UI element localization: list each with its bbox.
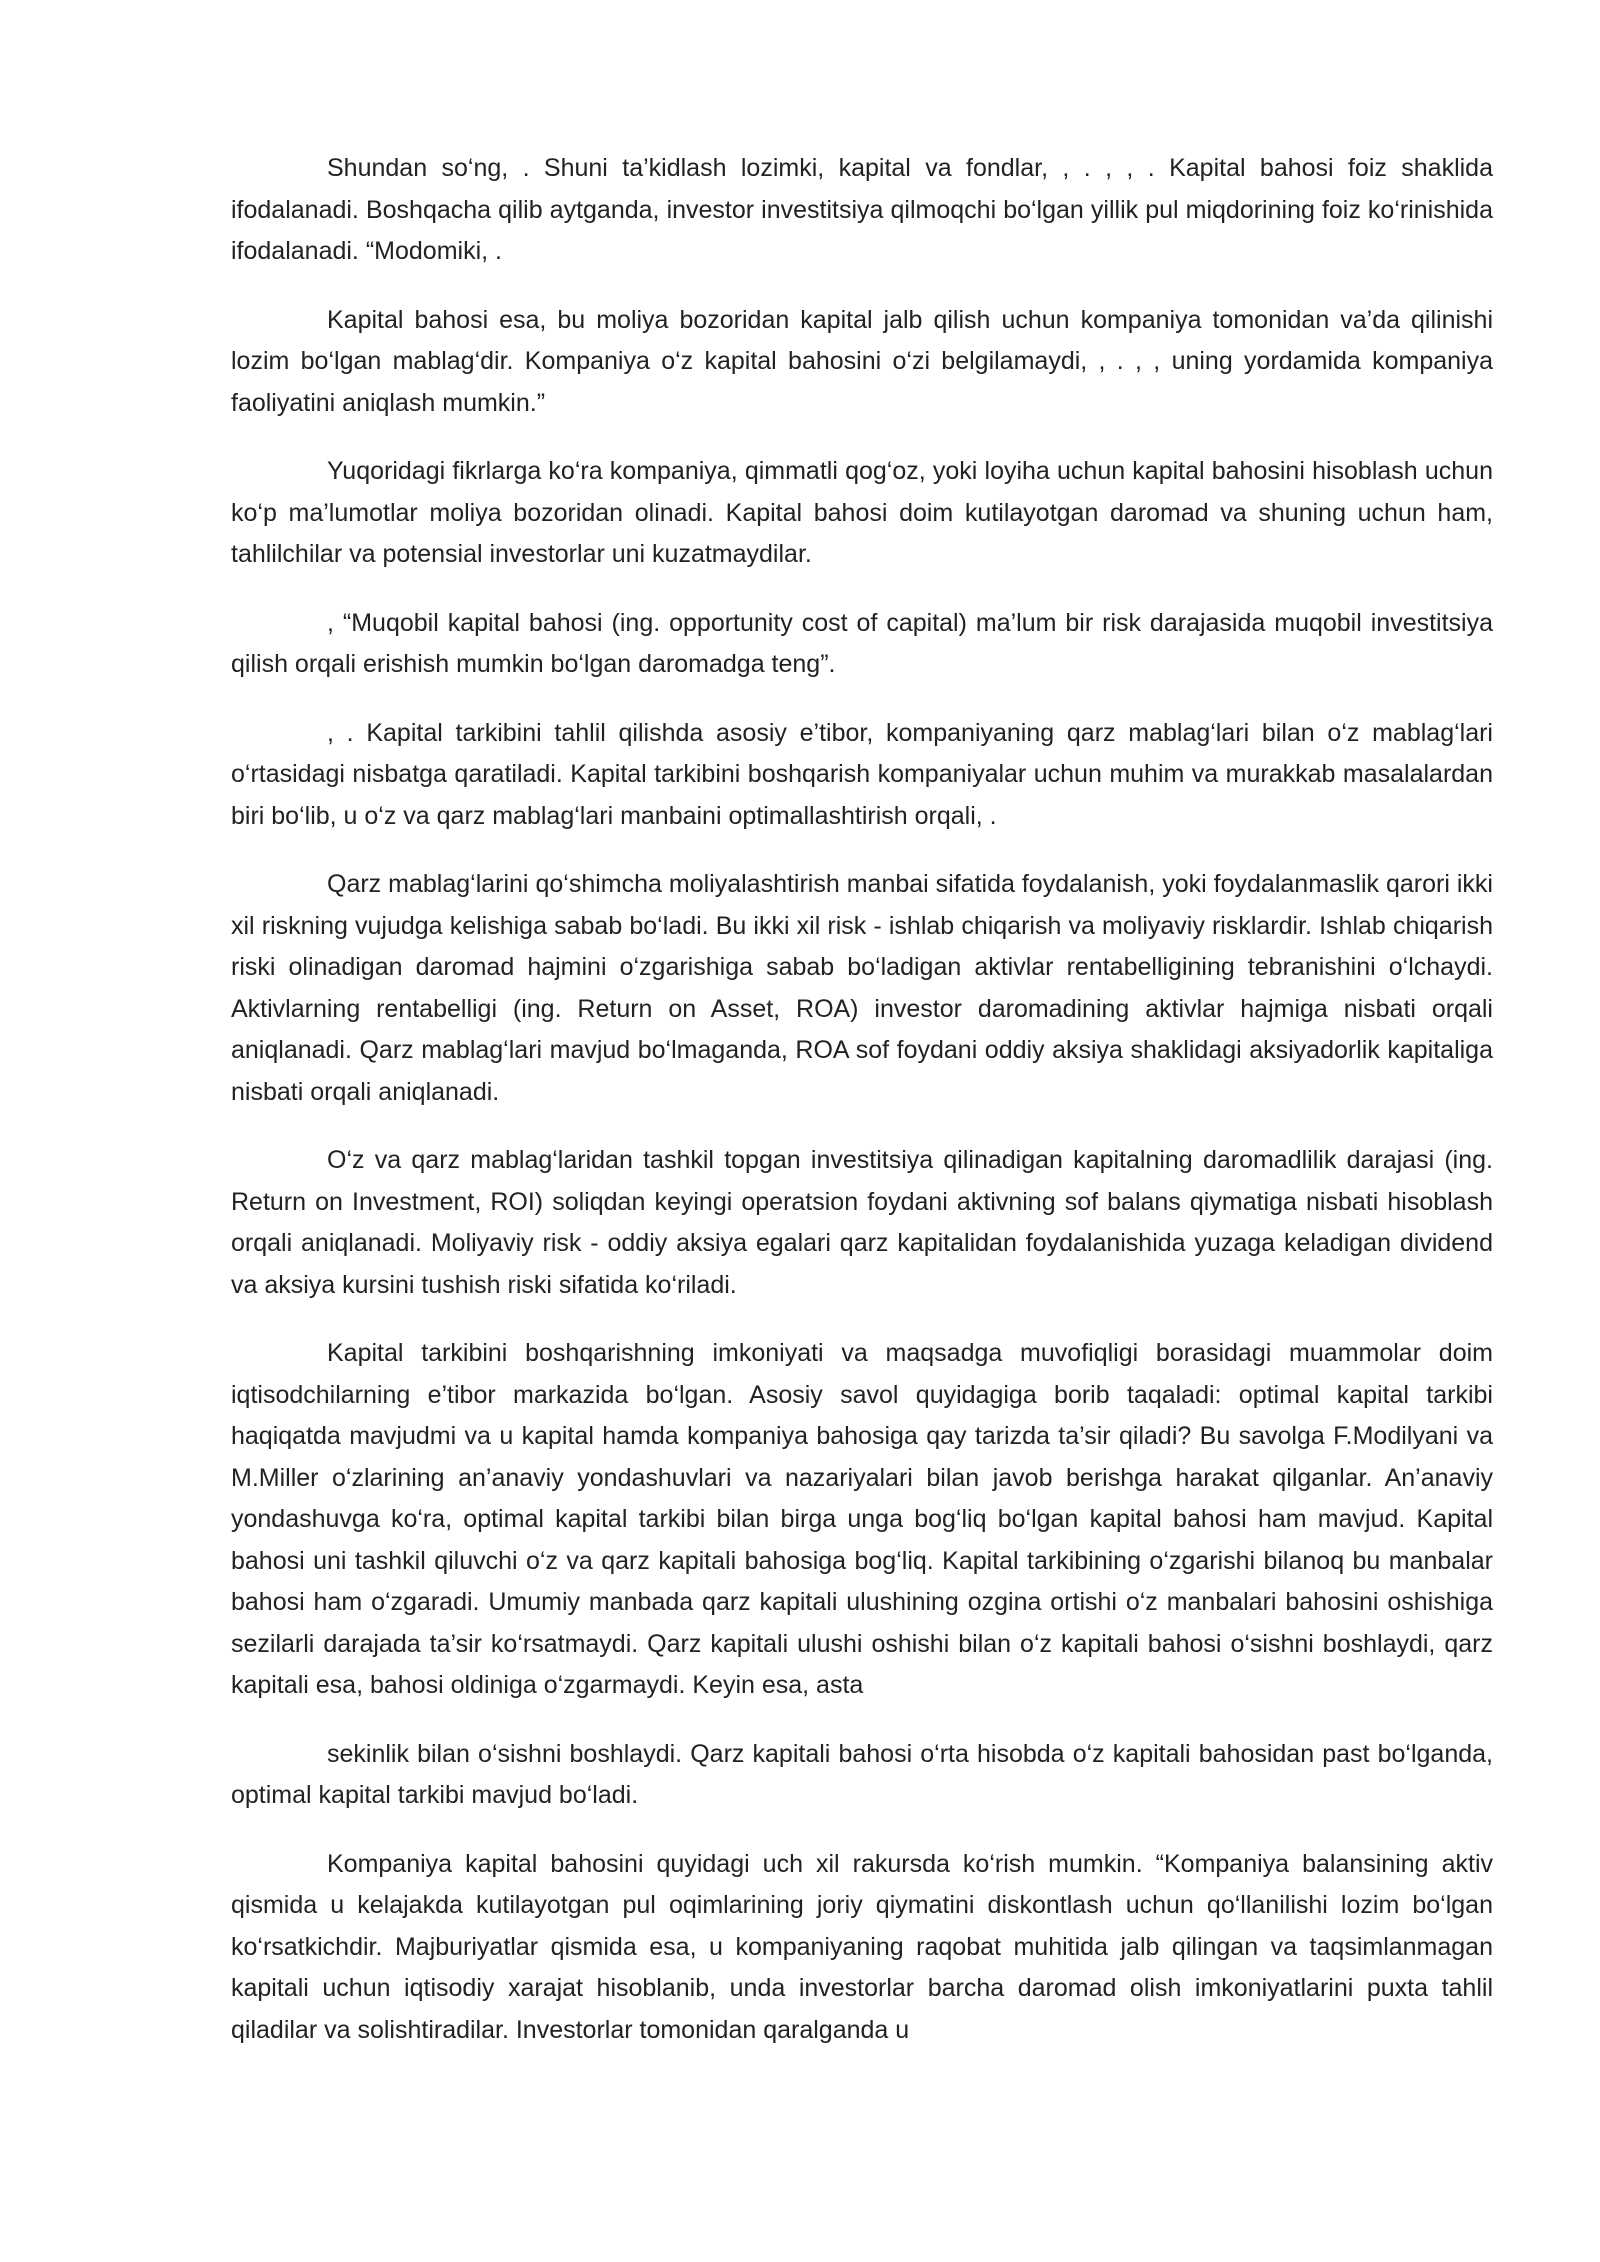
paragraph-1: Shundan so‘ng, . Shuni ta’kidlash lozimki, kapital va fondlar, , . , , . Kapital bahosi foiz shaklida ifodalanadi. Boshqacha qilib aytganda, investor investitsiya qilmoqchi bo‘lgan yillik pul miqdorining foiz ko‘rinishida ifodalanadi. “Modomiki, . (231, 154, 1493, 265)
paragraph-7: O‘z va qarz mablag‘laridan tashkil topgan investitsiya qilinadigan kapitalning daromadlilik darajasi (ing. Return on Investment, ROI) soliqdan keyingi operatsion foydani aktivning sof balans qiymatiga nisbati hisoblash orqali aniqlanadi. Moliyaviy risk - oddiy aksiya egalari qarz kapitalidan foydalanishida yuzaga keladigan dividend va aksiya kursini tushish riski sifatida ko‘riladi. (231, 1146, 1493, 1299)
paragraph-3: Yuqoridagi fikrlarga ko‘ra kompaniya, qimmatli qog‘oz, yoki loyiha uchun kapital bahosini hisoblash uchun ko‘p ma’lumotlar moliya bozoridan olinadi. Kapital bahosi doim kutilayotgan daromad va shuning uchun ham, tahlilchilar va potensial investorlar uni kuzatmaydilar. (231, 457, 1493, 568)
paragraph-4: , “Muqobil kapital bahosi (ing. opportunity cost of capital) ma’lum bir risk darajasida muqobil investitsiya qilish orqali erishish mumkin bo‘lgan daromadga teng”. (231, 608, 1493, 678)
paragraph-8: Kapital tarkibini boshqarishning imkoniyati va maqsadga muvofiqligi borasidagi muammolar doim iqtisodchilarning e’tibor markazida bo‘lgan. Asosiy savol quyidagiga borib taqaladi: optimal kapital tarkibi haqiqatda mavjudmi va u kapital hamda kompaniya bahosiga qay tarizda ta’sir qiladi? Bu savolga F.Modilyani va M.Miller o‘zlarining an’anaviy yondashuvlari va nazariyalari bilan javob berishga harakat qilganlar. An’anaviy yondashuvga ko‘ra, optimal kapital tarkibi bilan birga unga bog‘liq bo‘lgan kapital bahosi ham mavjud. Kapital bahosi uni tashkil qiluvchi o‘z va qarz kapitali bahosiga bog‘liq. Kapital tarkibining o‘zgarishi bilanoq bu manbalar bahosi ham o‘zgaradi. Umumiy manbada qarz kapitali ulushining ozgina ortishi o‘z manbalari bahosini oshishiga sezilarli darajada ta’sir ko‘rsatmaydi. Qarz kapitali ulushi oshishi bilan o‘z kapitali bahosi o‘sishni boshlaydi, qarz kapitali esa, bahosi oldiniga o‘zgarmaydi. Keyin esa, asta (231, 1339, 1493, 1699)
paragraph-5: , . Kapital tarkibini tahlil qilishda asosiy e’tibor, kompaniyaning qarz mablag‘lari bilan o‘z mablag‘lari o‘rtasidagi nisbatga qaratiladi. Kapital tarkibini boshqarish kompaniyalar uchun muhim va murakkab masalalardan biri bo‘lib, u o‘z va qarz mablag‘lari manbaini optimallashtirish orqali, . (231, 718, 1493, 830)
paragraph-9: sekinlik bilan o‘sishni boshlaydi. Qarz kapitali bahosi o‘rta hisobda o‘z kapitali bahosidan past bo‘lganda, optimal kapital tarkibi mavjud bo‘ladi. (231, 1739, 1493, 1809)
paragraph-10: Kompaniya kapital bahosini quyidagi uch xil rakursda ko‘rish mumkin. “Kompaniya balansining aktiv qismida u kelajakda kutilayotgan pul oqimlarining joriy qiymatini diskontlash uchun qo‘llanilishi lozim bo‘lgan ko‘rsatkichdir. Majburiyatlar qismida esa, u kompaniyaning raqobat muhitida jalb qilingan va taqsimlanmagan kapitali uchun iqtisodiy xarajat hisoblanib, unda investorlar barcha daromad olish imkoniyatlarini puxta tahlil qiladilar va solishtiradilar. Investorlar tomonidan qaralganda u (231, 1849, 1493, 2044)
paragraph-6: Qarz mablag‘larini qo‘shimcha moliyalashtirish manbai sifatida foydalanish, yoki foydalanmaslik qarori ikki xil riskning vujudga kelishiga sabab bo‘ladi. Bu ikki xil risk - ishlab chiqarish va moliyaviy risklardir. Ishlab chiqarish riski olinadigan daromad hajmini o‘zgarishiga sabab bo‘ladigan aktivlar rentabelligining tebranishini o‘lchaydi. Aktivlarning rentabelligi (ing. Return on Asset, ROA) investor daromadining aktivlar hajmiga nisbati orqali aniqlanadi. Qarz mablag‘lari mavjud bo‘lmaganda, ROA sof foydani oddiy aksiya shaklidagi aksiyadorlik kapitaliga nisbati orqali aniqlanadi. (231, 870, 1493, 1106)
paragraph-2: Kapital bahosi esa, bu moliya bozoridan kapital jalb qilish uchun kompaniya tomonidan va’da qilinishi lozim bo‘lgan mablag‘dir. Kompaniya o‘z kapital bahosini o‘zi belgilamaydi, , . , , uning yordamida kompaniya faoliyatini aniqlash mumkin.” (231, 305, 1493, 417)
document-page (231, 148, 1493, 2078)
